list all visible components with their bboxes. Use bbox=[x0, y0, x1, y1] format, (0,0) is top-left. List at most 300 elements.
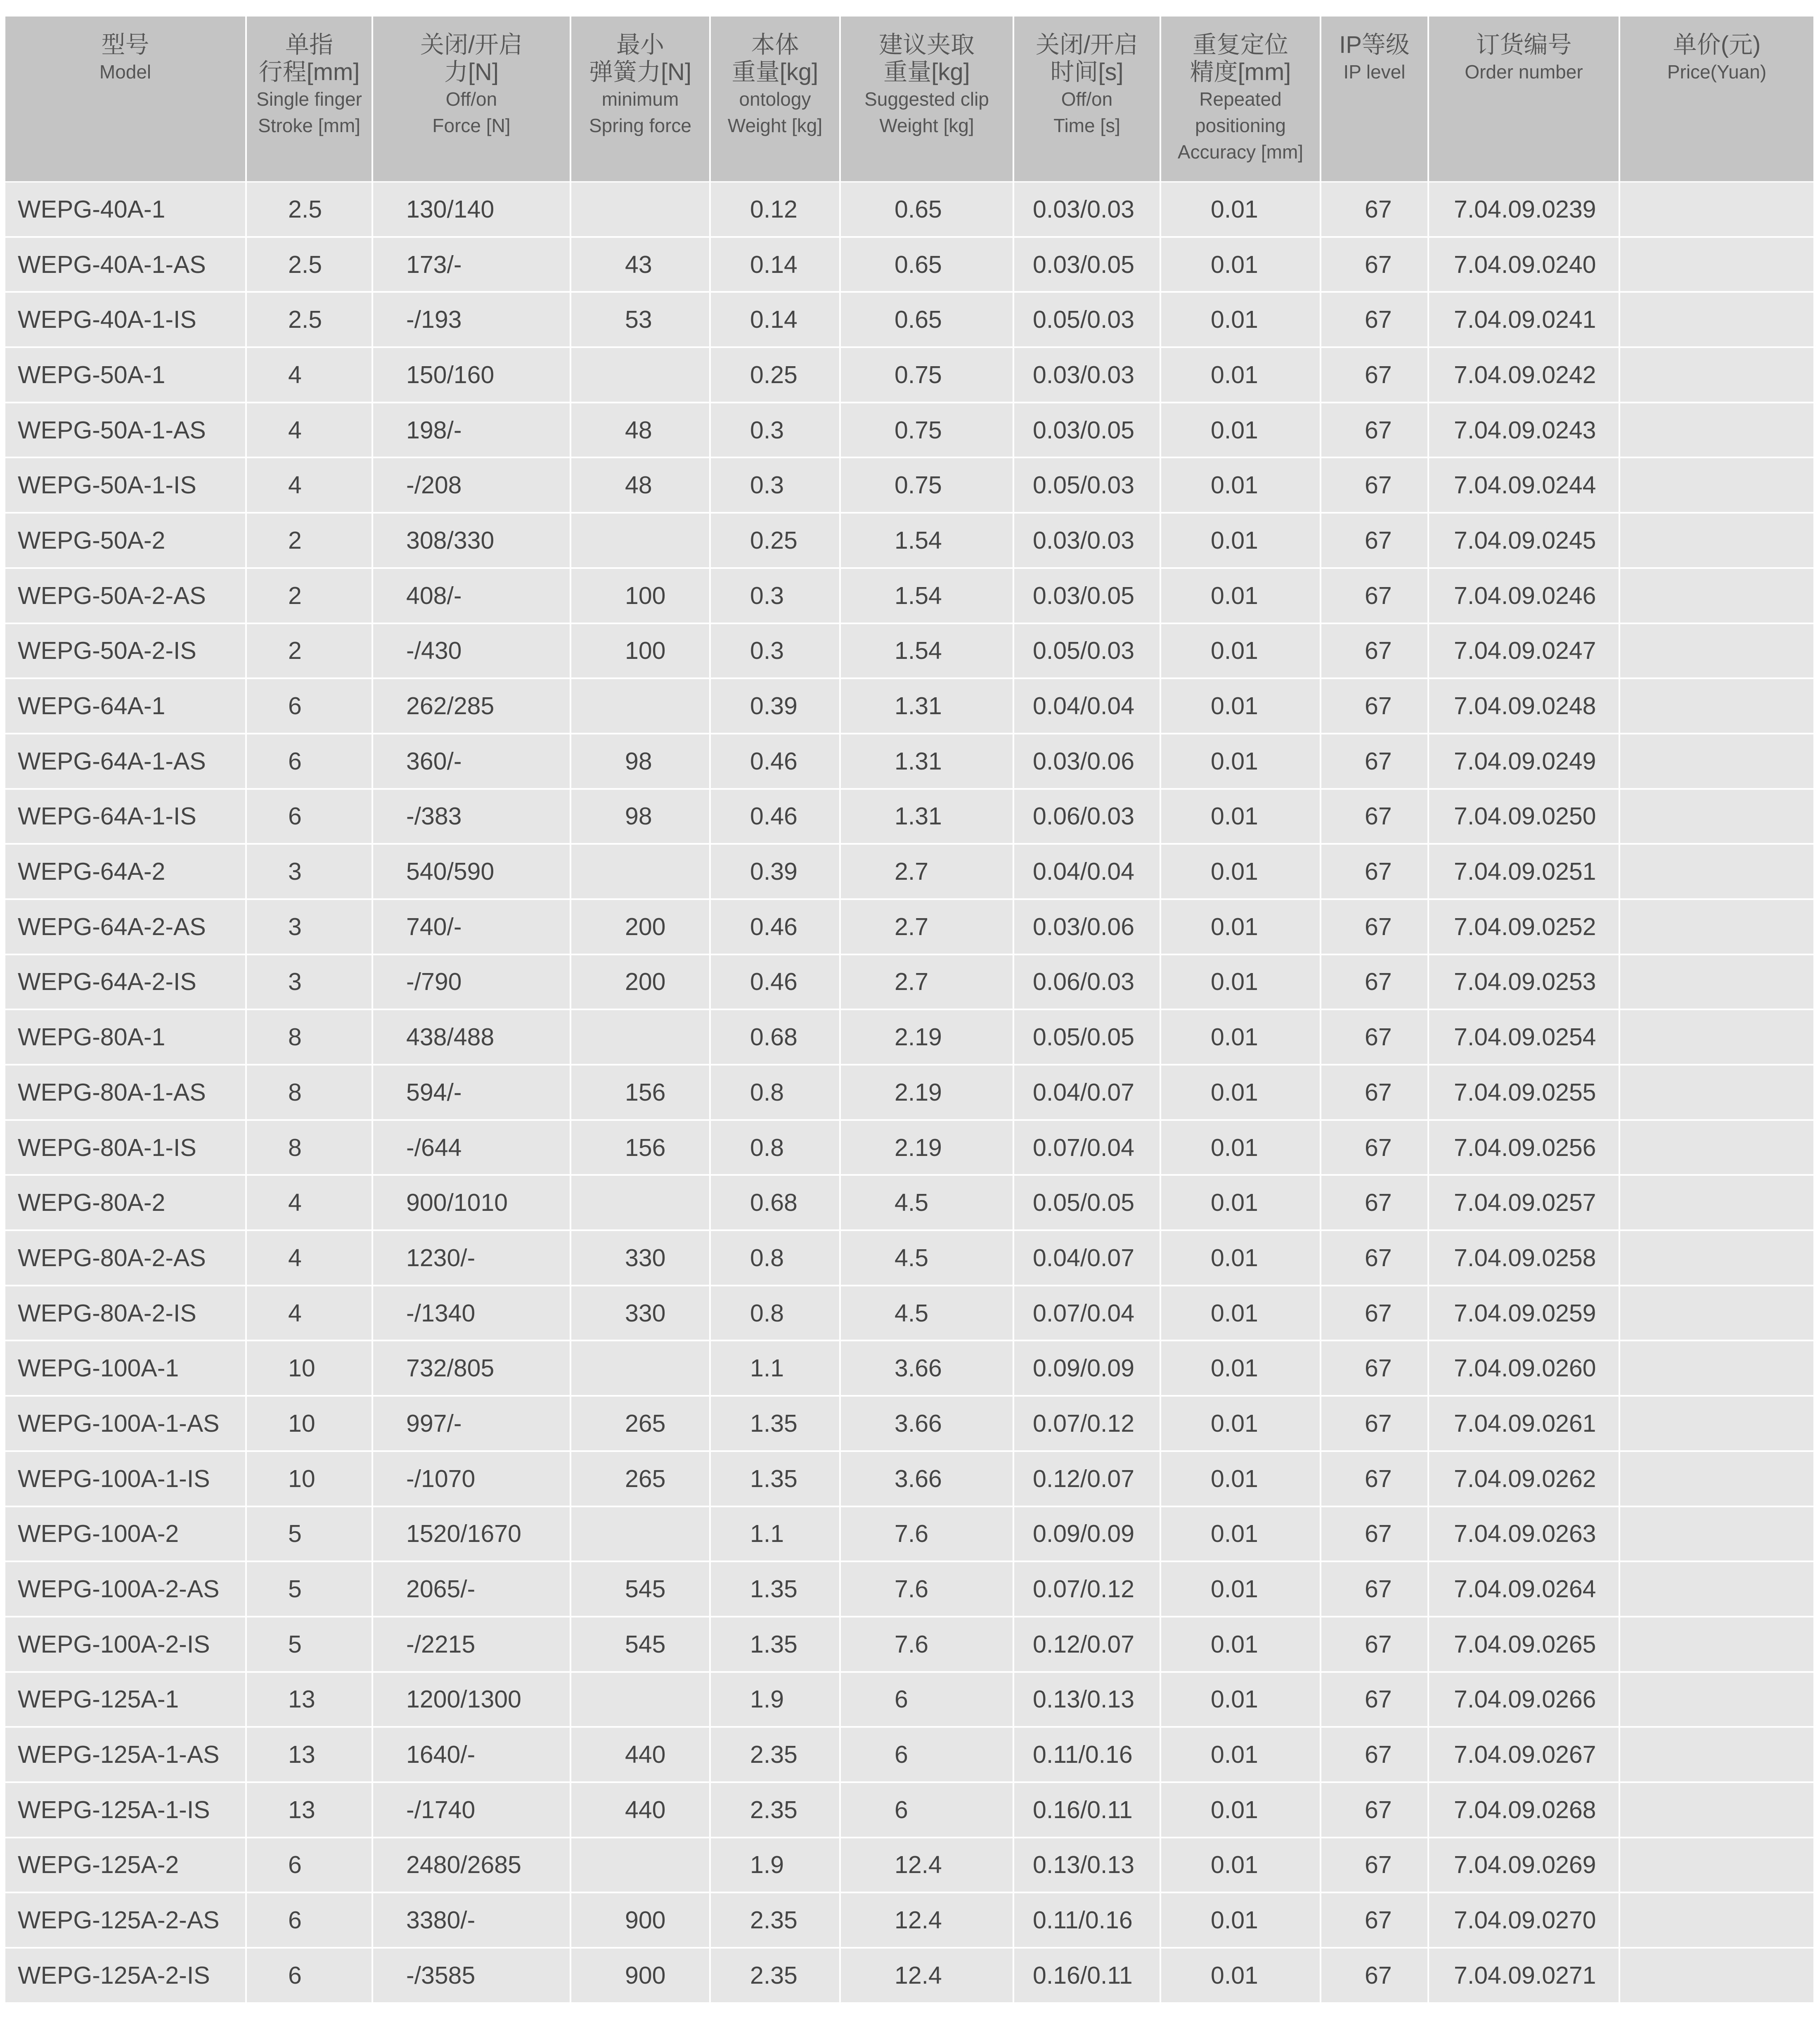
table-cell bbox=[1619, 954, 1813, 1010]
table-row bbox=[5, 1009, 1813, 1065]
table-cell: 0.01 bbox=[1160, 623, 1321, 679]
table-cell: 13 bbox=[246, 1782, 372, 1838]
table-cell: 0.11/0.16 bbox=[1013, 1727, 1160, 1782]
table-cell: 67 bbox=[1321, 1617, 1428, 1672]
table-cell: 1.9 bbox=[710, 1672, 840, 1727]
table-cell: 2.5 bbox=[246, 237, 372, 292]
column-header-en: IP level bbox=[1343, 61, 1406, 83]
table-cell: 0.8 bbox=[710, 1230, 840, 1286]
table-cell: 7.04.09.0266 bbox=[1428, 1672, 1619, 1727]
table-cell: -/3585 bbox=[372, 1948, 570, 2003]
table-cell: 2480/2685 bbox=[372, 1838, 570, 1893]
table-cell: 0.25 bbox=[710, 513, 840, 568]
column-header-en: Order number bbox=[1465, 61, 1583, 83]
table-cell: 0.14 bbox=[710, 237, 840, 292]
table-cell: 48 bbox=[570, 403, 710, 458]
table-cell bbox=[1619, 899, 1813, 954]
table-cell: 8 bbox=[246, 1065, 372, 1120]
table-cell: 0.8 bbox=[710, 1286, 840, 1341]
header-row bbox=[5, 17, 1813, 182]
table-cell: 2.19 bbox=[840, 1120, 1013, 1175]
table-cell: 440 bbox=[570, 1782, 710, 1838]
table-row bbox=[5, 1230, 1813, 1286]
table-row bbox=[5, 734, 1813, 789]
table-cell: 0.01 bbox=[1160, 182, 1321, 237]
table-cell: 7.04.09.0263 bbox=[1428, 1506, 1619, 1562]
table-cell: 7.6 bbox=[840, 1506, 1013, 1562]
table-cell: 0.8 bbox=[710, 1065, 840, 1120]
table-cell: -/193 bbox=[372, 292, 570, 347]
table-cell: 0.01 bbox=[1160, 1340, 1321, 1396]
table-row bbox=[5, 1451, 1813, 1506]
table-cell: 0.07/0.12 bbox=[1013, 1396, 1160, 1451]
table-cell: 0.65 bbox=[840, 182, 1013, 237]
table-row bbox=[5, 292, 1813, 347]
table-cell: 4 bbox=[246, 403, 372, 458]
model-cell: WEPG-80A-1 bbox=[5, 1009, 246, 1065]
table-row bbox=[5, 899, 1813, 954]
table-cell: 2.5 bbox=[246, 182, 372, 237]
table-cell: 1.31 bbox=[840, 789, 1013, 844]
column-header bbox=[1321, 17, 1428, 182]
table-cell: 0.01 bbox=[1160, 678, 1321, 734]
table-cell: 0.03/0.05 bbox=[1013, 403, 1160, 458]
table-cell: 0.01 bbox=[1160, 734, 1321, 789]
model-cell: WEPG-80A-2 bbox=[5, 1175, 246, 1230]
table-cell: 7.04.09.0270 bbox=[1428, 1892, 1619, 1948]
column-header bbox=[1013, 17, 1160, 182]
model-cell: WEPG-125A-2-AS bbox=[5, 1892, 246, 1948]
table-cell: 7.04.09.0251 bbox=[1428, 844, 1619, 899]
table-cell bbox=[1619, 568, 1813, 623]
table-cell: 1.35 bbox=[710, 1396, 840, 1451]
table-cell: 48 bbox=[570, 457, 710, 513]
table-cell: 540/590 bbox=[372, 844, 570, 899]
table-cell: 7.04.09.0259 bbox=[1428, 1286, 1619, 1341]
table-cell bbox=[570, 1506, 710, 1562]
table-cell: 0.04/0.04 bbox=[1013, 844, 1160, 899]
table-cell: 0.16/0.11 bbox=[1013, 1782, 1160, 1838]
table-cell: 0.01 bbox=[1160, 1838, 1321, 1893]
table-cell: 7.04.09.0240 bbox=[1428, 237, 1619, 292]
table-row bbox=[5, 1396, 1813, 1451]
column-header-en: ontology Weight [kg] bbox=[727, 88, 823, 136]
table-cell: 10 bbox=[246, 1396, 372, 1451]
table-cell: 7.04.09.0262 bbox=[1428, 1451, 1619, 1506]
table-cell: 7.04.09.0250 bbox=[1428, 789, 1619, 844]
table-cell: 0.11/0.16 bbox=[1013, 1892, 1160, 1948]
model-cell: WEPG-100A-1-IS bbox=[5, 1451, 246, 1506]
table-cell: 7.04.09.0249 bbox=[1428, 734, 1619, 789]
column-header-zh: 最小 弹簧力[N] bbox=[589, 31, 692, 85]
table-cell: 100 bbox=[570, 623, 710, 679]
table-cell: 265 bbox=[570, 1451, 710, 1506]
table-cell: 0.01 bbox=[1160, 1617, 1321, 1672]
table-cell: 7.04.09.0260 bbox=[1428, 1340, 1619, 1396]
table-cell: 7.04.09.0253 bbox=[1428, 954, 1619, 1010]
table-cell: 7.04.09.0258 bbox=[1428, 1230, 1619, 1286]
table-cell: 67 bbox=[1321, 403, 1428, 458]
model-cell: WEPG-64A-2 bbox=[5, 844, 246, 899]
table-cell bbox=[1619, 1120, 1813, 1175]
table-row bbox=[5, 789, 1813, 844]
table-row bbox=[5, 403, 1813, 458]
model-cell: WEPG-64A-1-AS bbox=[5, 734, 246, 789]
table-cell: 67 bbox=[1321, 734, 1428, 789]
table-cell: 67 bbox=[1321, 623, 1428, 679]
model-cell: WEPG-40A-1 bbox=[5, 182, 246, 237]
model-cell: WEPG-64A-2-IS bbox=[5, 954, 246, 1010]
table-cell: 1200/1300 bbox=[372, 1672, 570, 1727]
table-cell bbox=[1619, 1948, 1813, 2003]
table-cell: 7.04.09.0271 bbox=[1428, 1948, 1619, 2003]
table-cell: -/2215 bbox=[372, 1617, 570, 1672]
table-cell: 67 bbox=[1321, 1892, 1428, 1948]
table-cell: 330 bbox=[570, 1286, 710, 1341]
table-cell: 4 bbox=[246, 1175, 372, 1230]
column-header bbox=[1428, 17, 1619, 182]
table-cell bbox=[1619, 403, 1813, 458]
table-cell: 594/- bbox=[372, 1065, 570, 1120]
table-cell bbox=[570, 1340, 710, 1396]
table-cell: 0.3 bbox=[710, 457, 840, 513]
table-cell: 12.4 bbox=[840, 1948, 1013, 2003]
table-cell: 0.01 bbox=[1160, 513, 1321, 568]
table-cell: 0.8 bbox=[710, 1120, 840, 1175]
table-cell: 6 bbox=[246, 1892, 372, 1948]
table-cell: 1640/- bbox=[372, 1727, 570, 1782]
table-cell: 2.7 bbox=[840, 899, 1013, 954]
table-cell: 67 bbox=[1321, 1948, 1428, 2003]
table-cell: 900/1010 bbox=[372, 1175, 570, 1230]
column-header-zh: 订货编号 bbox=[1476, 31, 1572, 58]
table-cell: 3.66 bbox=[840, 1340, 1013, 1396]
table-cell: 67 bbox=[1321, 954, 1428, 1010]
table-cell: 7.04.09.0264 bbox=[1428, 1561, 1619, 1617]
column-header-zh: 关闭/开启 时间[s] bbox=[1035, 31, 1138, 85]
table-cell: 67 bbox=[1321, 1672, 1428, 1727]
column-header bbox=[710, 17, 840, 182]
table-cell: 53 bbox=[570, 292, 710, 347]
table-cell: 0.75 bbox=[840, 347, 1013, 403]
table-cell bbox=[1619, 1065, 1813, 1120]
table-cell: 0.04/0.07 bbox=[1013, 1230, 1160, 1286]
table-cell: 67 bbox=[1321, 1782, 1428, 1838]
table-cell: 67 bbox=[1321, 457, 1428, 513]
table-cell: 67 bbox=[1321, 1175, 1428, 1230]
table-cell: 7.04.09.0243 bbox=[1428, 403, 1619, 458]
table-cell: 7.04.09.0248 bbox=[1428, 678, 1619, 734]
table-cell: 0.3 bbox=[710, 623, 840, 679]
table-cell: 7.04.09.0257 bbox=[1428, 1175, 1619, 1230]
column-header-zh: 型号 bbox=[101, 31, 149, 58]
table-cell: 67 bbox=[1321, 1838, 1428, 1893]
table-cell bbox=[570, 1009, 710, 1065]
table-cell: 545 bbox=[570, 1561, 710, 1617]
model-cell: WEPG-125A-1-IS bbox=[5, 1782, 246, 1838]
model-cell: WEPG-80A-1-IS bbox=[5, 1120, 246, 1175]
table-cell: -/208 bbox=[372, 457, 570, 513]
table-cell: 0.03/0.06 bbox=[1013, 734, 1160, 789]
model-cell: WEPG-125A-2-IS bbox=[5, 1948, 246, 2003]
table-cell: 360/- bbox=[372, 734, 570, 789]
table-row bbox=[5, 1340, 1813, 1396]
model-cell: WEPG-125A-1-AS bbox=[5, 1727, 246, 1782]
table-cell: 67 bbox=[1321, 292, 1428, 347]
table-cell: 7.6 bbox=[840, 1561, 1013, 1617]
table-cell bbox=[1619, 237, 1813, 292]
table-cell: 8 bbox=[246, 1009, 372, 1065]
column-header-zh: 本体 重量[kg] bbox=[731, 31, 819, 85]
table-cell bbox=[1619, 292, 1813, 347]
table-cell: 173/- bbox=[372, 237, 570, 292]
table-cell bbox=[570, 182, 710, 237]
column-header bbox=[1160, 17, 1321, 182]
table-cell: 67 bbox=[1321, 789, 1428, 844]
table-cell: 0.07/0.12 bbox=[1013, 1561, 1160, 1617]
table-cell: 0.12 bbox=[710, 182, 840, 237]
table-cell: 67 bbox=[1321, 568, 1428, 623]
table-cell bbox=[1619, 1617, 1813, 1672]
model-cell: WEPG-100A-2 bbox=[5, 1506, 246, 1562]
table-cell: 1.31 bbox=[840, 678, 1013, 734]
table-cell: 0.01 bbox=[1160, 1672, 1321, 1727]
table-cell: 3.66 bbox=[840, 1396, 1013, 1451]
table-cell: 7.04.09.0256 bbox=[1428, 1120, 1619, 1175]
table-cell: 0.13/0.13 bbox=[1013, 1672, 1160, 1727]
table-cell: 7.04.09.0267 bbox=[1428, 1727, 1619, 1782]
column-header-en: Single finger Stroke [mm] bbox=[256, 88, 362, 136]
table-cell bbox=[1619, 1396, 1813, 1451]
table-cell: 6 bbox=[840, 1672, 1013, 1727]
column-header-en: Suggested clip Weight [kg] bbox=[864, 88, 989, 136]
model-cell: WEPG-50A-2-AS bbox=[5, 568, 246, 623]
table-cell: 67 bbox=[1321, 1065, 1428, 1120]
table-cell: 0.01 bbox=[1160, 1782, 1321, 1838]
table-cell: 67 bbox=[1321, 1340, 1428, 1396]
table-cell: 2.7 bbox=[840, 844, 1013, 899]
table-cell: 0.01 bbox=[1160, 1175, 1321, 1230]
table-cell bbox=[1619, 1451, 1813, 1506]
model-cell: WEPG-100A-1-AS bbox=[5, 1396, 246, 1451]
column-header-en: Repeated positioning Accuracy [mm] bbox=[1177, 88, 1304, 163]
model-cell: WEPG-40A-1-AS bbox=[5, 237, 246, 292]
table-cell: 10 bbox=[246, 1451, 372, 1506]
table-cell: 0.14 bbox=[710, 292, 840, 347]
column-header bbox=[246, 17, 372, 182]
table-row bbox=[5, 1175, 1813, 1230]
table-cell: 3380/- bbox=[372, 1892, 570, 1948]
table-cell: 2 bbox=[246, 568, 372, 623]
table-row bbox=[5, 457, 1813, 513]
model-cell: WEPG-100A-2-IS bbox=[5, 1617, 246, 1672]
table-cell: 7.04.09.0269 bbox=[1428, 1838, 1619, 1893]
table-cell bbox=[1619, 1506, 1813, 1562]
table-cell: 0.01 bbox=[1160, 954, 1321, 1010]
table-cell: 0.68 bbox=[710, 1009, 840, 1065]
table-cell: 0.01 bbox=[1160, 1396, 1321, 1451]
table-cell: 1.9 bbox=[710, 1838, 840, 1893]
table-cell: 0.3 bbox=[710, 403, 840, 458]
table-cell: 0.75 bbox=[840, 403, 1013, 458]
table-row bbox=[5, 568, 1813, 623]
table-cell: -/644 bbox=[372, 1120, 570, 1175]
table-cell: 0.46 bbox=[710, 954, 840, 1010]
table-cell: 10 bbox=[246, 1340, 372, 1396]
table-cell: 43 bbox=[570, 237, 710, 292]
table-cell: 0.39 bbox=[710, 678, 840, 734]
table-cell: -/383 bbox=[372, 789, 570, 844]
table-cell: 98 bbox=[570, 734, 710, 789]
table-cell: 4.5 bbox=[840, 1286, 1013, 1341]
table-cell: 2.35 bbox=[710, 1892, 840, 1948]
table-cell: 0.03/0.03 bbox=[1013, 513, 1160, 568]
table-row bbox=[5, 1727, 1813, 1782]
table-cell bbox=[570, 347, 710, 403]
table-cell: 4 bbox=[246, 457, 372, 513]
table-cell: 67 bbox=[1321, 347, 1428, 403]
table-row bbox=[5, 678, 1813, 734]
table-cell: 0.04/0.07 bbox=[1013, 1065, 1160, 1120]
table-cell: 0.3 bbox=[710, 568, 840, 623]
table-cell: 67 bbox=[1321, 237, 1428, 292]
table-cell: 3 bbox=[246, 954, 372, 1010]
table-cell: 130/140 bbox=[372, 182, 570, 237]
table-cell: 7.04.09.0242 bbox=[1428, 347, 1619, 403]
table-cell: 7.04.09.0241 bbox=[1428, 292, 1619, 347]
column-header-en: Off/on Time [s] bbox=[1053, 88, 1120, 136]
table-cell: 0.05/0.03 bbox=[1013, 457, 1160, 513]
table-cell bbox=[1619, 789, 1813, 844]
table-cell: 67 bbox=[1321, 1009, 1428, 1065]
table-cell: 0.03/0.06 bbox=[1013, 899, 1160, 954]
table-row bbox=[5, 347, 1813, 403]
table-cell: 1.1 bbox=[710, 1506, 840, 1562]
table-cell: 0.01 bbox=[1160, 1065, 1321, 1120]
table-cell: 0.39 bbox=[710, 844, 840, 899]
table-cell bbox=[570, 678, 710, 734]
table-cell bbox=[1619, 1230, 1813, 1286]
table-cell: 0.03/0.03 bbox=[1013, 182, 1160, 237]
table-cell: 732/805 bbox=[372, 1340, 570, 1396]
table-cell: 0.25 bbox=[710, 347, 840, 403]
table-cell: 198/- bbox=[372, 403, 570, 458]
table-cell: 0.03/0.03 bbox=[1013, 347, 1160, 403]
table-cell: 4 bbox=[246, 347, 372, 403]
table-cell bbox=[1619, 678, 1813, 734]
table-cell: 900 bbox=[570, 1892, 710, 1948]
table-cell: 2.19 bbox=[840, 1009, 1013, 1065]
table-cell: 7.04.09.0252 bbox=[1428, 899, 1619, 954]
table-row bbox=[5, 1561, 1813, 1617]
table-cell: -/790 bbox=[372, 954, 570, 1010]
table-row bbox=[5, 1506, 1813, 1562]
table-cell: 100 bbox=[570, 568, 710, 623]
table-cell: 7.04.09.0247 bbox=[1428, 623, 1619, 679]
table-cell bbox=[1619, 1892, 1813, 1948]
table-cell: 0.01 bbox=[1160, 899, 1321, 954]
table-cell: 67 bbox=[1321, 182, 1428, 237]
table-cell: 1230/- bbox=[372, 1230, 570, 1286]
model-cell: WEPG-80A-2-IS bbox=[5, 1286, 246, 1341]
table-cell: 0.05/0.05 bbox=[1013, 1009, 1160, 1065]
table-cell: 0.05/0.03 bbox=[1013, 623, 1160, 679]
model-cell: WEPG-64A-1-IS bbox=[5, 789, 246, 844]
table-cell: 1.35 bbox=[710, 1617, 840, 1672]
table-cell: 67 bbox=[1321, 1727, 1428, 1782]
model-cell: WEPG-125A-2 bbox=[5, 1838, 246, 1893]
model-cell: WEPG-80A-1-AS bbox=[5, 1065, 246, 1120]
table-cell: 7.04.09.0245 bbox=[1428, 513, 1619, 568]
table-cell: 7.04.09.0261 bbox=[1428, 1396, 1619, 1451]
table-cell: 2.7 bbox=[840, 954, 1013, 1010]
table-row bbox=[5, 623, 1813, 679]
table-cell: 0.06/0.03 bbox=[1013, 789, 1160, 844]
table-cell: 262/285 bbox=[372, 678, 570, 734]
table-cell: 67 bbox=[1321, 1451, 1428, 1506]
table-cell: 0.07/0.04 bbox=[1013, 1120, 1160, 1175]
table-cell bbox=[570, 844, 710, 899]
table-cell: 13 bbox=[246, 1672, 372, 1727]
table-cell: 438/488 bbox=[372, 1009, 570, 1065]
table-cell: 5 bbox=[246, 1561, 372, 1617]
model-cell: WEPG-100A-2-AS bbox=[5, 1561, 246, 1617]
table-cell: 7.04.09.0268 bbox=[1428, 1782, 1619, 1838]
model-cell: WEPG-40A-1-IS bbox=[5, 292, 246, 347]
table-cell: 0.01 bbox=[1160, 1892, 1321, 1948]
column-header bbox=[5, 17, 246, 182]
table-cell: 900 bbox=[570, 1948, 710, 2003]
table-cell: 67 bbox=[1321, 1286, 1428, 1341]
table-cell: 0.01 bbox=[1160, 1286, 1321, 1341]
table-cell: 0.09/0.09 bbox=[1013, 1506, 1160, 1562]
table-cell: 1.1 bbox=[710, 1340, 840, 1396]
table-cell: 4.5 bbox=[840, 1175, 1013, 1230]
model-cell: WEPG-50A-1-AS bbox=[5, 403, 246, 458]
table-row bbox=[5, 1286, 1813, 1341]
table-row bbox=[5, 1782, 1813, 1838]
table-cell: 13 bbox=[246, 1727, 372, 1782]
table-cell: 1.35 bbox=[710, 1451, 840, 1506]
table-cell bbox=[1619, 513, 1813, 568]
table-cell: 67 bbox=[1321, 1120, 1428, 1175]
table-cell bbox=[1619, 457, 1813, 513]
table-cell: 5 bbox=[246, 1506, 372, 1562]
column-header-zh: 重复定位 精度[mm] bbox=[1190, 31, 1291, 85]
table-cell: 2.35 bbox=[710, 1948, 840, 2003]
table-cell: 0.46 bbox=[710, 899, 840, 954]
table-cell: 156 bbox=[570, 1065, 710, 1120]
table-cell bbox=[1619, 1561, 1813, 1617]
table-cell bbox=[1619, 1727, 1813, 1782]
table-cell: 2 bbox=[246, 623, 372, 679]
table-row bbox=[5, 1892, 1813, 1948]
table-row bbox=[5, 1948, 1813, 2003]
table-row bbox=[5, 182, 1813, 237]
column-header bbox=[840, 17, 1013, 182]
model-cell: WEPG-64A-2-AS bbox=[5, 899, 246, 954]
table-cell: 67 bbox=[1321, 899, 1428, 954]
table-cell: 0.01 bbox=[1160, 403, 1321, 458]
table-row bbox=[5, 1065, 1813, 1120]
table-cell: 2.35 bbox=[710, 1727, 840, 1782]
column-header-en: Price(Yuan) bbox=[1667, 61, 1767, 83]
table-cell: 0.01 bbox=[1160, 347, 1321, 403]
table-cell: 3 bbox=[246, 844, 372, 899]
table-cell bbox=[1619, 1286, 1813, 1341]
table-cell: 0.01 bbox=[1160, 844, 1321, 899]
table-cell: 1.35 bbox=[710, 1561, 840, 1617]
